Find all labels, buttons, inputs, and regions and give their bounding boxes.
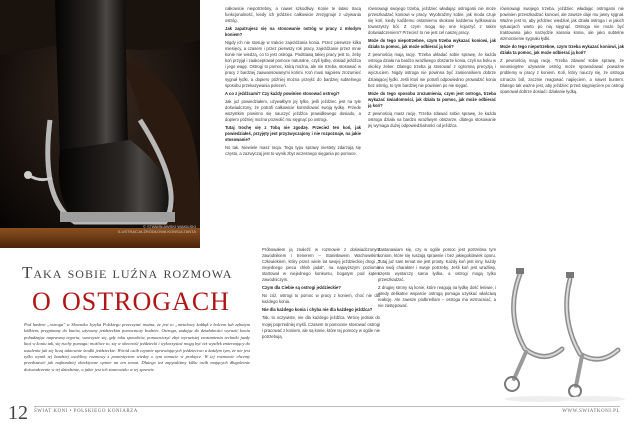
interview-question: A co z jeźdźcami? Czy każdy powinien stosować ostrogi?: [225, 90, 340, 96]
boot-stirrup-photo: [0, 0, 200, 248]
boot-stirrup-illustration: [0, 0, 200, 248]
interview-question: Czym dla Ciebie są ostrogi jeździeckie?: [262, 285, 341, 291]
text-column-2: [368, 6, 496, 131]
text-column-1: [225, 6, 361, 159]
interview-question: Jak zapatrujesz się na stosowanie ostróg w pracy z młodym koniem?: [225, 26, 361, 38]
interview-question: Tutaj trochę się z Tobą nie zgodzę. Przecież ten koń, jak powiedziałeś, przyjęty jest przyzwyczajony i nie rozpoznaje, na jakie stosowanie?: [225, 124, 361, 142]
interview-answer: całkowicie niepotrzebny, a nawet szkodliwy. Konie te łatwo tracą funkcjonalność, kiedy ich jeździec całkowicie zrezygnuje z używania ostróg.: [225, 6, 361, 24]
interview-question: Może do tego niepotrzebne, czym trzeba wykazać koniowi, jak działa ta pomoc, jak może odbierać ją koń?: [368, 38, 496, 50]
article-headline: o ostrogach: [32, 278, 230, 319]
page-number: 12: [8, 402, 28, 424]
text-column-5: [378, 247, 496, 311]
footer-rule: [34, 406, 620, 407]
interview-answer: Z pewnością masz rację. Trzeba zdawać sobie sprawę, że każda ostroga działa na bardzo wrażliwym obszarze, dlatego stosowanie jej wymaga dużej odpowiedzialności od jeźdźca.: [368, 110, 496, 128]
photo-caption-line1: © STANISŁAWSKI WAKIŁSKI: [142, 224, 196, 229]
interview-question: Nie dla każdego konia i chyba nie dla każdego jeźdźca?: [262, 307, 373, 313]
text-column-4: [262, 247, 380, 342]
interview-answer: Tak, to oczywiste, nie dla każdego jeźdźca. Wrócę jednak do mojej poprzedniej myśli. Czasem to pomocnie stosować ostrogi i pracować z koniem, ale są konie, które tej pomocy w ogóle nie potrzebują.: [262, 315, 381, 339]
interview-answer: równowagi swojego trzeba, jeździec władając ostrogami nie może przeszkadzać koniowi w pracy. Wyobraźmy sobie, jak moda czuje się koń, kiedy kaźdemu ostatniemu skokowi kaźdemu łydkowaniu towarzyszy ból. Z czym mogą się one kojarzyć z takim doświadczeniem? Przecież to nie jest cel naszej pracy.: [368, 6, 496, 36]
text-column-3: [500, 6, 624, 97]
article-kicker: Taka sobie luźna rozmowa: [22, 263, 233, 282]
photo-caption-line2: ILUSTRACJA ŹRÓDŁOWA KONSULTANTA: [118, 229, 196, 234]
interview-answer: równowagi swojego trzeba, jeździec władając ostrogami nie powinien przeszkadzać koniowi, ale zawsze daje mu jasny sygnał. Ważne jest to, aby jeździec wiedział, jak działa ostroga i w jakich sytuacjach warto po nią sięgnąć. Ostroga nie może być traktowana jako narzędzie karania konia, ale jako subtelne wzmocnienie sygnału łydki.: [500, 6, 624, 42]
interview-answer: No tak. Niewiele masz racja. Tego typu sprawy niestety zdarzają się często, a zazwyczaj jest to wynik zbyt wczesnego sięgania po pomoce.: [225, 144, 361, 157]
interview-answer: No cóż, ostrogi to pomoc w pracy z koniem, choć nie dla każdego konia.: [262, 293, 380, 305]
footer-website: WWW.SWIATKONI.PL: [562, 409, 620, 414]
interview-answer: Z pewnością mają rację. Trzeba zdawać sobie sprawę, że nieumiejętne używanie ostróg może spowodować poważne problemy w pracy z koniem. Koń, który nauczy się, że ostroga oznacza ból, zacznie reagować napięciem, a nawet buntem. Dlatego tak ważne jest, aby jeździec przed sięgnięciem po ostrogi opanował dobrze dosiad i działanie łydką.: [500, 58, 624, 94]
interview-answer: Zastanawiam się, czy w ogóle pomoc jest potrzebna tym koniom, które się ruszają sprawnie i bez jakiegokolwiek oporu. Tutaj już sam temat nie jest prosty. Każdy koń jest inny, każdy ma swój charakter i swoje potrzeby. Jeśli koń jest wrażliwy, często wystarczy sama łydka, a ostrogi mogą tylko przeszkadzać.: [378, 247, 496, 283]
interview-answer: Z drugiej strony są konie, które reagują na łydkę dość leniwie, i wtedy delikatne wsparcie ostrogą pomaga uzyskać właściwą reakcję. Ale zawsze podkreślam – ostroga ma wzmacniać, a nie zastępować.: [378, 285, 496, 309]
interview-answer: Jak już powiedziałem, używałbym jej tylko, jeśli jeździec jest na tyle doświadczony, że potrafi całkowicie kontrolować swoją łydkę. Przede wszystkim powinno się nauczyć jeźdźca prawidłowego dosiadu, a dopiero później można pozwolić mu sięgnąć po ostrogi.: [225, 98, 361, 122]
interview-question: Może do tego niepotrzebne, czym trzeba wykazać koniowi, jak działa ta pomoc, jak może odbierać ją koń?: [500, 44, 624, 56]
spurs-photo: [500, 254, 626, 404]
interview-answer: Z pewnością mają rację. Trzeba układać sobie sprawę, że każda ostroga działa na bardzo wrażliwego obszarze konia, czyli na boku w okolicy żeber. Dlatego trzeba ją stosować z ogromną precyzją i wyczuciem. Nigdy ostroga nie powinna być zamiennikiem dobrze działającej łydki. Jeśli ktoś nie potrafi odpowiednio prowadzić konia bez ostróg, to tym bardziej nie powinien po nie sięgać.: [368, 52, 496, 88]
interview-answer: Próbowałem ją znaleźć w rozmowie z doświadczonym zawodnikiem i trenerem – Stanisławem Wachowskim. Człowiekiem, który przez wiele lat swojej jeździeckiej drogi „z niejednego pieca chleb jadał", na najwyższym poziomie startował w niejednego konkursu, bogatym pod kątem zawodniczym.: [262, 247, 380, 283]
footer-publication: ŚWIAT KONI • POLSKIEGO KONIARZA: [34, 409, 138, 414]
spurs-illustration: [500, 254, 626, 404]
article-intro: Pod hasłem „ostroga" w Słowniku Języka Polskiego przeczytać można, że jest to „metalowy kabłąk z bolcem lub zębatym kółkiem, przypinany do butów, używany jeździeckim pomocniczy bodziec. Ostroga, zadając do działalności wyrazić konia pobudzając naprawną tegoria, wzorzyste się, gdy toku sposobów, pomocniczyć zbyt wyrazistej zrozumienia techniki jazdy ktoś w koniu tak, się ruchy pomaga; możliwe to, się w obecność jeździecki i wykorzystać mogą być też wysiłek zmierzający do ustalenia jak się liczą taktownie środki jeździeckie. Wśród osób czynnie uprawiających jeździectwo a każdym tym, że nie jest tylko wynik tej bardziej osobliwy rozmowy z pominięciem wiedzy o tym temacie w praktyce. W tej rozmowie chcemy przedstawić jak najbardziej obiektywne opinie na ten temat. Dlatego też zapytaliśmy kilku osób mających długoletnie doświadczenie w tej dziedzinie, a jakie jest ich stanowisko w tej sprawie.: [24, 322, 250, 372]
interview-answer: Nigdy ich nie stosuję w trakcie zajeżdżania konia. Przez pierwsze kilka miesięcy, a czasem i przez pierwszy rok pracy, zajeżdżanie przez mnie konie nie wiedzą, co to jest ostroga. Podstawą takiej pracy jest to, żeby koń przyjął i zaakceptował pomoce naturalne, czyli łydkę, dosiad jeźdźca i jego wagę. Ostrogi to pomoc, którą można, ale nie trzeba, stosować w pracy z bardziej zaawansowanymi końmi. Koń musi najpierw zrozumieć sygnał łydki, a dopiero później można przejść do bardziej subtelnego sposobu przekazywania poleceń.: [225, 40, 361, 88]
interview-question: Może do tego sposobu zrozumienia, czym jest ostroga, trzeba wykazać świadomości, jak działa ta pomoc, jak może odbierać ją koń?: [368, 90, 496, 108]
